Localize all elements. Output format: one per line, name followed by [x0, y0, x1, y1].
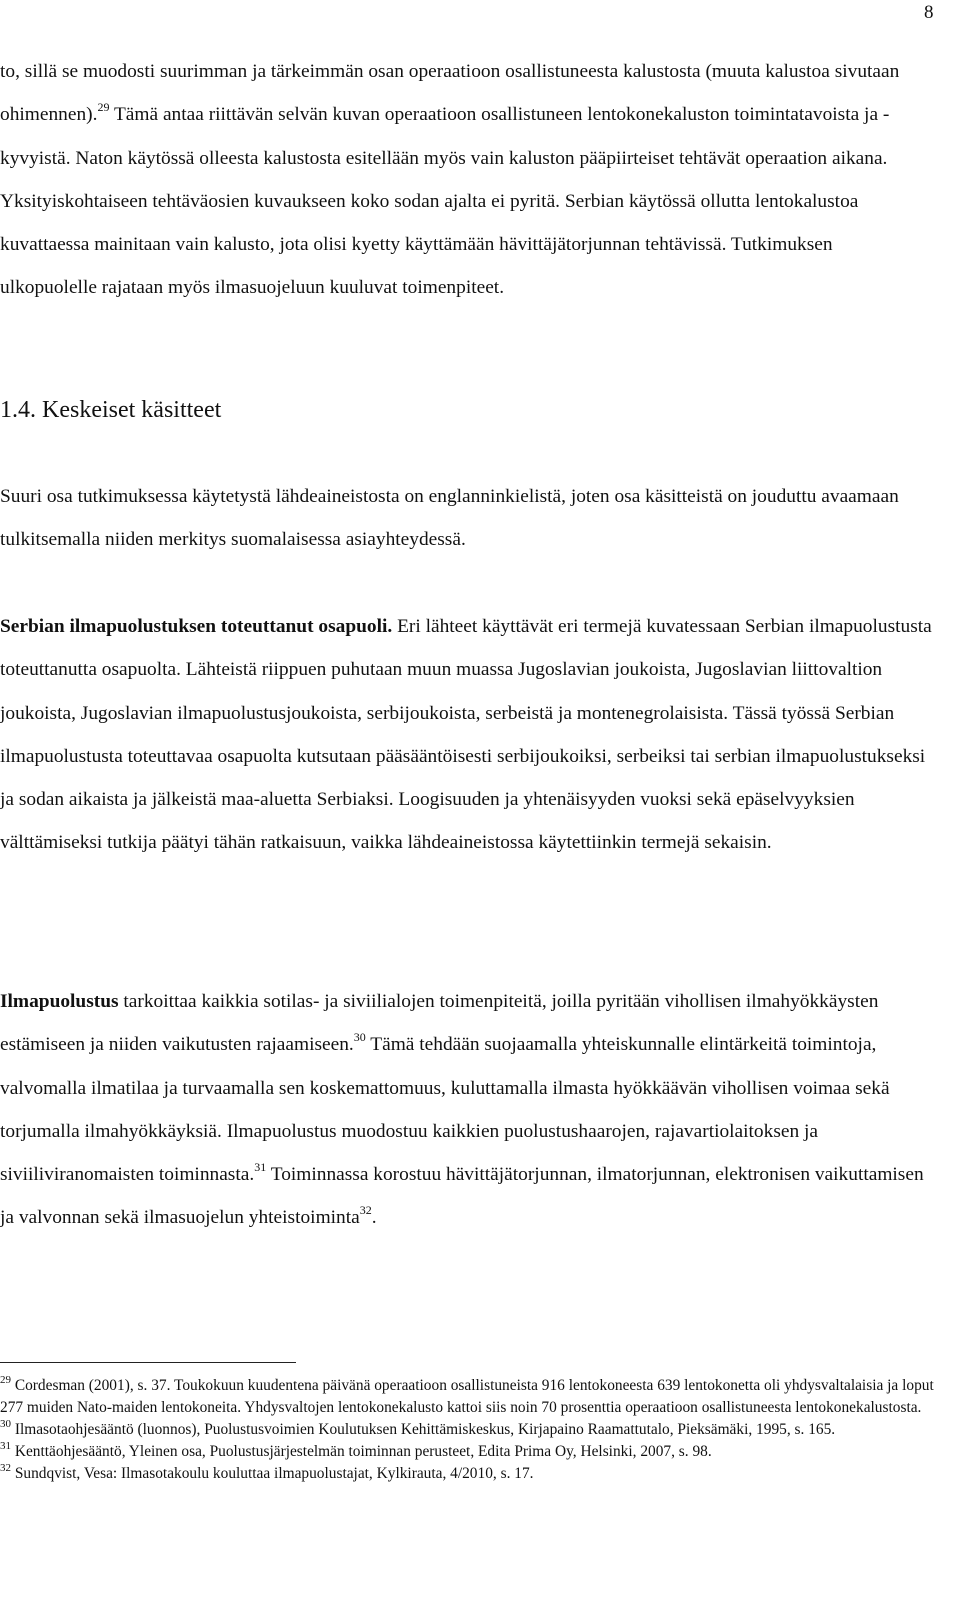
footnote-30 [0, 1419, 934, 1441]
term-air-defence: Ilmapuolustus [0, 991, 119, 1012]
footnote-ref-30[interactable]: 30 [353, 1029, 366, 1044]
page-number: 8 [924, 2, 934, 23]
term-serbian-air-defence: Serbian ilmapuolustuksen toteuttanut osapuoli. [0, 616, 393, 637]
footnote-number: 32 [0, 1461, 11, 1474]
paragraph-body: Eri lähteet käyttävät eri termejä kuvatessaan Serbian ilmapuolustusta toteuttanutta osapuolta. Lähteistä riippuen puhutaan muun muassa Jugoslavian joukoista, Jugoslavian liittovaltion joukoista, Jugoslavian ilmapuolustusjoukoista, serbijoukoista, serbeistä ja montenegrolaisista. Tässä työssä Serbian ilmapuolustusta toteuttavaa osapuolta kutsutaan pääsääntöisesti serbijoukoiksi, serbeiksi tai serbian ilmapuolustukseksi ja sodan aikaista ja jälkeistä maa-aluetta Serbiaksi. Loogisuuden ja yhtenäisyyden vuoksi sekä epäselvyyksien välttämiseksi tutkija päätyi tähän ratkaisuun, vaikka lähdeaineistossa käytettiinkin termejä sekaisin. [0, 616, 932, 854]
footnote-text: Sundqvist, Vesa: Ilmasotakoulu kouluttaa ilmapuolustajat, Kylkirauta, 4/2010, s. 17. [11, 1465, 534, 1482]
paragraph-serbian-air-defence [0, 605, 934, 865]
paragraph-text-c: Toiminnassa korostuu hävittäjätorjunnan, ilmatorjunnan, elektronisen vaikuttamisen ja valvonnan sekä ilmasuojelun yhteistoiminta [0, 1164, 924, 1229]
paragraph-text: Suuri osa tutkimuksessa käytetystä lähdeaineistosta on englanninkielistä, joten osa käsitteistä on jouduttu avaamaan tulkitsemalla niiden merkitys suomalaisessa asiayhteydessä. [0, 486, 899, 551]
paragraph-text [0, 50, 934, 310]
paragraph-air-defence [0, 980, 934, 1240]
footnote-number: 30 [0, 1417, 11, 1430]
paragraph-sources [0, 475, 934, 562]
footnotes [0, 1375, 934, 1485]
section-heading: 1.4. Keskeiset käsitteet [0, 397, 222, 423]
paragraph-text [0, 605, 934, 865]
paragraph-text-b: Tämä antaa riittävän selvän kuvan operaatioon osallistuneen lentokonekaluston toimintatavoista ja -kyvyistä. Naton käytössä olleesta kalustosta esitellään myös vain kaluston pääpiirteiset tehtävät operaation aikana. Yksityiskohtaiseen tehtäväosien kuvaukseen koko sodan ajalta ei pyritä. Serbian käytössä ollutta lentokalustoa kuvattaessa mainitaan vain kalusto, jota olisi kyetty käyttämään hävittäjätorjunnan tehtävissä. Tutkimuksen ulkopuolelle rajataan myös ilmasuojeluun kuuluvat toimenpiteet. [0, 104, 890, 299]
footnote-text: Ilmasotaohjesääntö (luonnos), Puolustusvoimien Koulutuksen Kehittämiskeskus, Kirjapaino Raamattutalo, Pieksämäki, 1995, s. 165. [11, 1421, 836, 1438]
footnote-ref-29[interactable]: 29 [97, 99, 110, 114]
footnote-text: Kenttäohjesääntö, Yleinen osa, Puolustusjärjestelmän toiminnan perusteet, Edita Prima Oy, Helsinki, 2007, s. 98. [11, 1443, 712, 1460]
paragraph-text [0, 980, 934, 1240]
footnote-ref-32[interactable]: 32 [359, 1203, 372, 1218]
footnote-separator [0, 1362, 296, 1363]
paragraph-text-a: to, sillä se muodosti suurimman ja tärkeimmän osan operaatioon osallistuneesta kalustosta (muuta kalustoa sivutaan ohimennen). [0, 61, 900, 126]
footnote-text: Cordesman (2001), s. 37. Toukokuun kuudentena päivänä operaatioon osallistuneista 916 lentokoneesta 639 lentokonetta oli yhdysvaltalaisia ja loput 277 muiden Nato-maiden lentokoneita. Yhdysvaltojen lentokonekalusto kattoi siis noin 70 prosenttia operaatioon osallistuneesta lentokonekalustosta. [0, 1377, 934, 1416]
footnote-number: 31 [0, 1439, 11, 1452]
footnote-number: 29 [0, 1373, 11, 1386]
paragraph-text-b: Tämä tehdään suojaamalla yhteiskunnalle elintärkeitä toimintoja, valvomalla ilmatilaa ja turvaamalla sen koskemattomuus, kuluttamalla ilmasta hyökkäävän vihollisen voimaa sekä torjumalla ilmahyökkäyksiä. Ilmapuolustus muodostuu kaikkien puolustushaarojen, rajavartiolaitoksen ja siviiliviranomaisten toiminnasta. [0, 1034, 890, 1186]
paragraph-text-d: . [371, 1207, 377, 1229]
footnote-ref-31[interactable]: 31 [254, 1159, 267, 1174]
paragraph-text-a: tarkoittaa kaikkia sotilas- ja siviilialojen toimenpiteitä, joilla pyritään vihollisen ilmahyökkäysten estämiseen ja niiden vaikutusten rajaamiseen. [0, 991, 879, 1056]
footnote-31 [0, 1441, 934, 1463]
paragraph-scope [0, 50, 934, 310]
footnote-29 [0, 1375, 934, 1419]
footnote-32 [0, 1463, 934, 1485]
